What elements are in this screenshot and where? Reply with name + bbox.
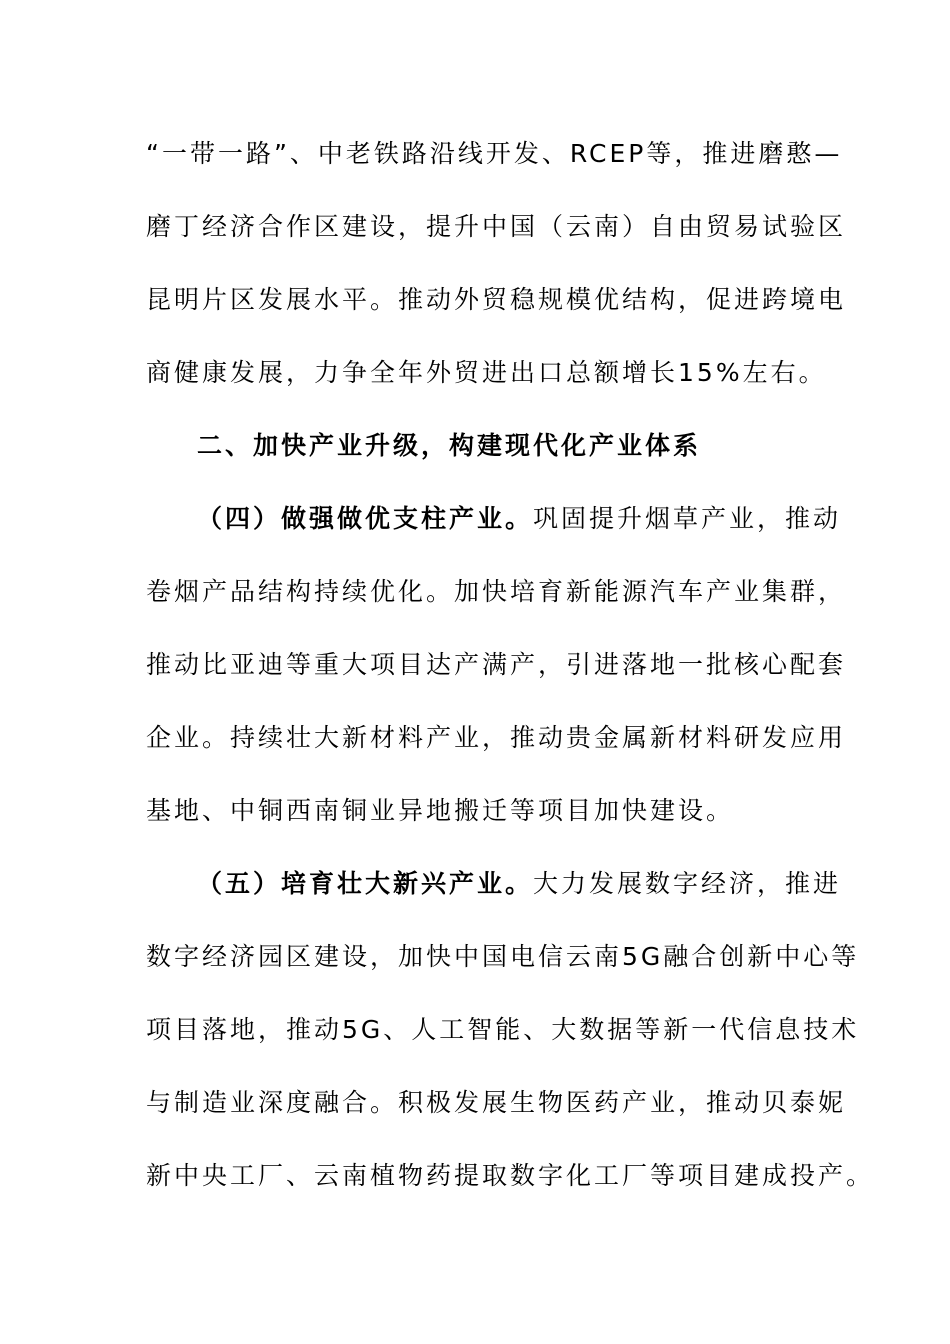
paragraph-line: 推动比亚迪等重大项目达产满产，引进落地一批核心配套 <box>146 650 847 679</box>
section-heading: 二、加快产业升级，构建现代化产业体系 <box>197 431 702 460</box>
paragraph-first-line <box>197 866 857 902</box>
paragraph-line: 项目落地，推动5G、人工智能、大数据等新一代信息技术 <box>146 1015 860 1044</box>
paragraph-line: 新中央工厂、云南植物药提取数字化工厂等项目建成投产。 <box>146 1161 875 1190</box>
paragraph-lead-rest: 大力发展数字经济，推进 <box>533 869 842 898</box>
paragraph-line: 基地、中铜西南铜业异地搬迁等项目加快建设。 <box>146 796 735 825</box>
paragraph-lead: （五）培育壮大新兴产业。 <box>197 869 534 898</box>
paragraph-line: 卷烟产品结构持续优化。加快培育新能源汽车产业集群， <box>146 577 847 606</box>
paragraph-line: 企业。持续壮大新材料产业，推动贵金属新材料研发应用 <box>146 723 847 752</box>
paragraph-first-line <box>197 501 857 537</box>
paragraph-lead: （四）做强做优支柱产业。 <box>197 504 534 533</box>
paragraph-line: 磨丁经济合作区建设，提升中国（云南）自由贸易试验区 <box>146 212 847 241</box>
paragraph-line: 数字经济园区建设，加快中国电信云南5G融合创新中心等 <box>146 942 860 971</box>
paragraph-line: 与制造业深度融合。积极发展生物医药产业，推动贝泰妮 <box>146 1088 847 1117</box>
paragraph-lead-rest: 巩固提升烟草产业，推动 <box>533 504 842 533</box>
paragraph-line: “一带一路”、中老铁路沿线开发、RCEP等，推进磨憨— <box>146 139 843 168</box>
paragraph-line: 昆明片区发展水平。推动外贸稳规模优结构，促进跨境电 <box>146 285 847 314</box>
paragraph-line: 商健康发展，力争全年外贸进出口总额增长15%左右。 <box>146 358 827 387</box>
